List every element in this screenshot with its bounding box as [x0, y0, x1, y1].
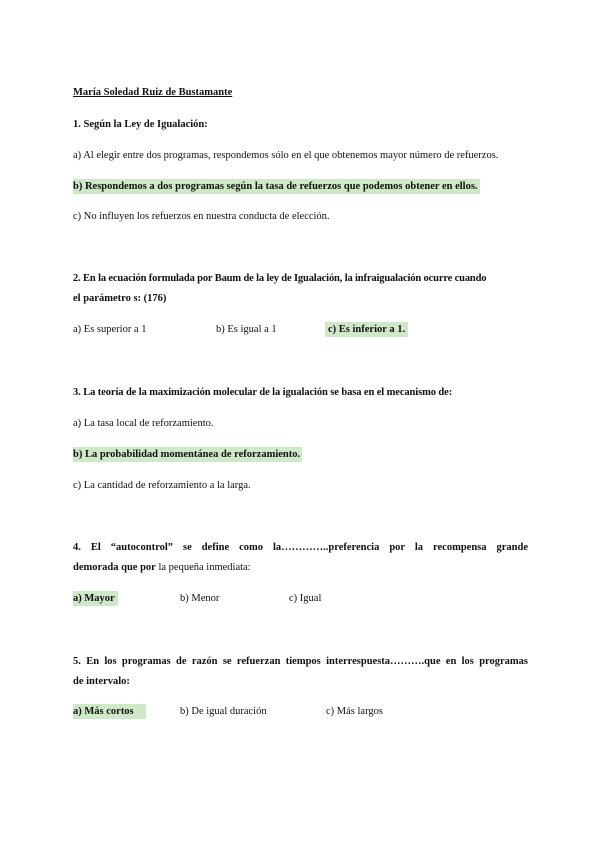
q2-option-a: a) Es superior a 1 — [73, 324, 147, 335]
question-4-line-2-rest: la pequeña inmediata: — [155, 562, 251, 573]
q2-option-b: b) Es igual a 1 — [216, 324, 277, 335]
q1-option-a: a) Al elegir entre dos programas, respondemos sólo en el que obtenemos mayor número de refuerzos. — [73, 150, 499, 161]
q4-option-c: c) Igual — [289, 593, 322, 604]
q3-option-c: c) La cantidad de reforzamiento a la larga. — [73, 480, 251, 491]
question-3: 3. La teoría de la maximización molecular de la igualación se basa en el mecanismo de: — [73, 387, 453, 398]
q1-option-c: c) No influyen los refuerzos en nuestra conducta de elección. — [73, 211, 330, 222]
question-4-line-1: 4. El “autocontrol” se define como la…………..preferencia por la recompensa grande — [73, 542, 528, 553]
q4-option-b: b) Menor — [180, 593, 220, 604]
question-4-line-2 — [73, 561, 251, 574]
q5-option-c: c) Más largos — [326, 706, 383, 717]
question-2-line-2: el parámetro s: (176) — [73, 293, 167, 304]
q5-option-a-correct: a) Más cortos — [73, 704, 146, 719]
q1-option-b-correct: b) Respondemos a dos programas según la tasa de refuerzos que podemos obtener en ellos. — [73, 181, 478, 192]
author-name: María Soledad Ruiz de Bustamante — [73, 87, 233, 98]
q4-option-a-correct: a) Mayor — [73, 591, 118, 606]
question-4-line-2-bold: demorada que por — [73, 562, 156, 573]
q5-option-b: b) De igual duración — [180, 706, 267, 717]
q2-option-c-correct: c) Es inferior a 1. — [325, 322, 408, 337]
question-1: 1. Según la Ley de Igualación: — [73, 119, 208, 130]
q3-option-a: a) La tasa local de reforzamiento. — [73, 418, 214, 429]
question-5-line-1: 5. En los programas de razón se refuerzan tiempos interrespuesta……….que en los programas — [73, 656, 528, 667]
q3-option-b-correct: b) La probabilidad momentánea de reforzamiento. — [73, 449, 301, 460]
question-2-line-1: 2. En la ecuación formulada por Baum de la ley de Igualación, la infraigualación ocurre cuando — [73, 273, 487, 284]
question-5-line-2: de intervalo: — [73, 676, 130, 687]
